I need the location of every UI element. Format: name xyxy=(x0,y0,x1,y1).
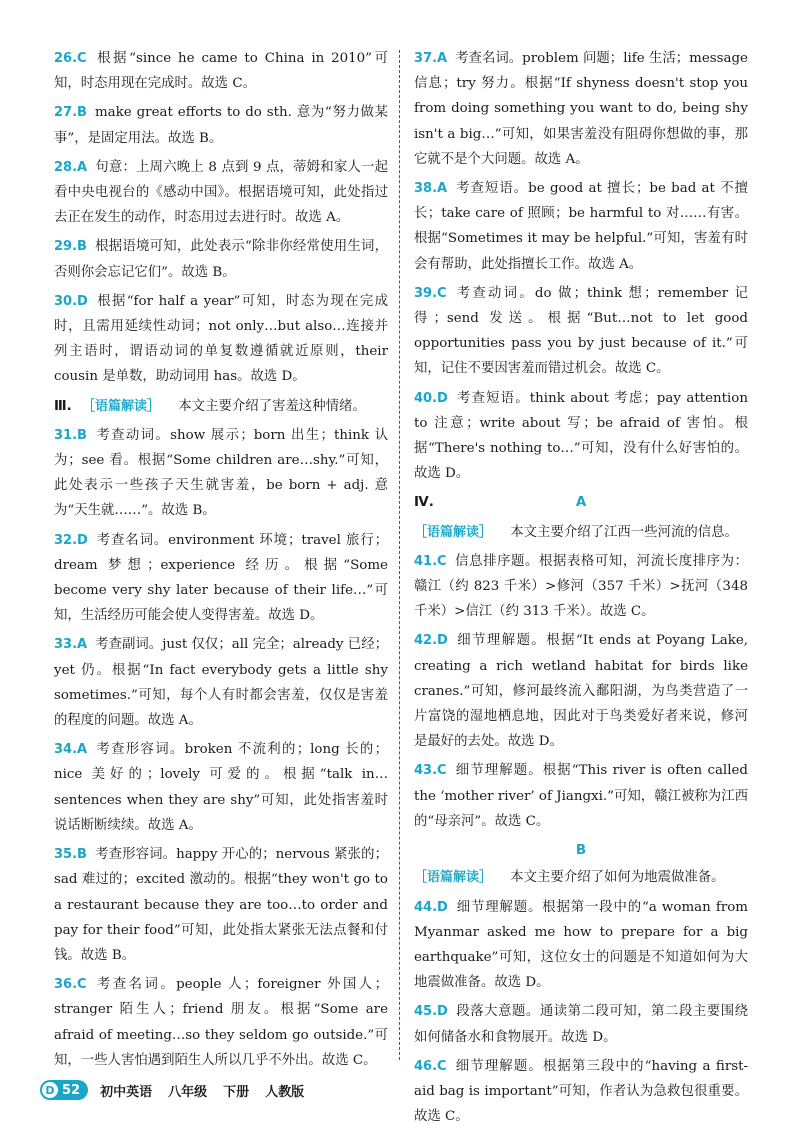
section-3-header xyxy=(54,394,388,419)
answer-number: 26.C xyxy=(54,51,87,66)
answer-explanation: 考查动词。show 展示；born 出生；think 认为；see 看。根据“Some children are…shy.”可知，此处表示一些孩子天生就害羞，be born + adj. 意为“天生就……”。故选 B。 xyxy=(54,427,388,519)
answer-explanation: 考查名词。environment 环境；travel 旅行；dream 梦想；experience 经历。根据“Some become very shy later because of their life…”可知，生活经历可能会使人变得害羞。故选 D。 xyxy=(54,532,388,624)
page-number: 52 xyxy=(62,1082,81,1098)
answer-item xyxy=(54,234,388,284)
answer-explanation: 考查动词。do 做；think 想；remember 记得；send 发送。根据“But…not to let good opportunities pass you by just because of it.”可知，记住不要因害羞而错过机会。故选 C。 xyxy=(414,285,748,377)
section-4-passage xyxy=(414,520,748,545)
answer-item xyxy=(54,155,388,231)
answer-explanation: 考查副词。just 仅仅；all 完全；already 已经；yet 仍。根据“In fact everybody gets a little shy sometimes.”可知，每个人有时都会害羞，仅仅是害羞的程度的问题。故选 A。 xyxy=(54,637,388,729)
answer-number: 33.A xyxy=(54,637,88,653)
answer-number: 37.A xyxy=(414,51,448,66)
answer-item xyxy=(414,628,748,754)
answer-item xyxy=(414,999,748,1049)
answer-item xyxy=(54,632,388,733)
answer-item xyxy=(54,972,388,1073)
answer-item xyxy=(414,758,748,834)
answer-number: 38.A xyxy=(414,181,448,197)
passage-tag: ［语篇解读］ xyxy=(82,398,161,414)
left-column xyxy=(54,46,388,1077)
answer-number: 27.B xyxy=(54,105,87,121)
answer-item xyxy=(414,549,748,625)
answer-item xyxy=(54,528,388,629)
page-footer xyxy=(40,1079,320,1101)
answer-item xyxy=(414,281,748,382)
answer-number: 39.C xyxy=(414,285,447,301)
answer-explanation: 根据“since he came to China in 2010”可知，时态用现在完成时。故选 C。 xyxy=(54,51,388,92)
answer-item xyxy=(54,100,388,150)
answer-item xyxy=(54,423,388,524)
answer-item xyxy=(54,46,388,96)
answer-item xyxy=(414,1054,748,1130)
answer-number: 43.C xyxy=(414,763,447,779)
answer-explanation: 考查短语。think about 考虑；pay attention to 注意；write about 写；be afraid of 害怕。根据“There's nothing to…”可知，没有什么好害怕的。故选 D。 xyxy=(414,390,748,482)
answer-explanation: 考查名词。problem 问题；life 生活；message 信息；try 努力。根据“If shyness doesn't stop you from doing something you want to do, being shy isn't a big…”可知，如果害羞没有阻碍你想做的事，那它就不是个大问题。故选 A。 xyxy=(414,51,748,167)
passage-summary: 本文主要介绍了江西一些河流的信息。 xyxy=(510,524,738,540)
passage-tag: ［语篇解读］ xyxy=(414,870,493,886)
answer-number: 40.D xyxy=(414,390,448,406)
page-number-badge xyxy=(40,1080,88,1100)
answer-item xyxy=(414,176,748,277)
answer-number: 31.B xyxy=(54,427,87,443)
answer-number: 32.D xyxy=(54,532,88,548)
subsection-a-label: A xyxy=(575,495,587,511)
answer-explanation: 段落大意题。通读第二段可知，第二段主要围绕如何储备水和食物展开。故选 D。 xyxy=(414,1004,748,1045)
answer-explanation: 细节理解题。根据“It ends at Poyang Lake, creating a rich wetland habitat for birds like cranes.”可知，修河最终流入鄱阳湖，为鸟类营造了一片富饶的湿地栖息地，因此对于鸟类爱好者来说，修河是最好的去处。故选 D。 xyxy=(414,633,748,750)
answer-explanation: make great efforts to do sth. 意为“努力做某事”，是固定用法。故选 B。 xyxy=(54,105,388,146)
answer-item xyxy=(414,386,748,487)
answer-number: 46.C xyxy=(414,1058,447,1074)
answer-explanation: 句意：上周六晚上 8 点到 9 点，蒂姆和家人一起看中央电视台的《感动中国》。根据语境可知，此处指过去正在发生的动作，时态用过去进行时。故选 A。 xyxy=(54,159,388,226)
answer-item xyxy=(54,289,388,390)
section-4-header xyxy=(414,490,748,515)
grade: 八年级 xyxy=(168,1084,208,1100)
answer-number: 41.C xyxy=(414,553,447,569)
answer-number: 29.B xyxy=(54,239,87,255)
answer-explanation: 考查形容词。broken 不流利的；long 长的；nice 美好的；lovely 可爱的。根据“talk in…sentences when they are shy”可知，此处指害羞时说话断断续续。故选 A。 xyxy=(54,742,388,833)
answer-explanation: 根据“for half a year”可知，时态为现在完成时，且需用延续性动词；not only…but also…连接并列主语时，谓语动词的单复数遵循就近原则，their cousin 是单数，助动词用 has。故选 D。 xyxy=(54,293,388,385)
answer-explanation: 根据语境可知，此处表示“除非你经常使用生词，否则你会忘记它们”。故选 B。 xyxy=(54,239,388,280)
volume: 下册 xyxy=(223,1084,250,1100)
answer-number: 28.A xyxy=(54,159,88,175)
answer-number: 34.A xyxy=(54,742,88,758)
answer-number: 42.D xyxy=(414,633,448,649)
answer-explanation: 信息排序题。根据表格可知，河流长度排序为：赣江（约 823 千米）>修河（357 千米）>抚河（348 千米）>信江（约 313 千米）。故选 C。 xyxy=(414,553,748,620)
answer-number: 36.C xyxy=(54,977,87,993)
answer-explanation: 考查短语。be good at 擅长；be bad at 不擅长；take care of 照顾；be harmful to 对……有害。根据“Sometimes it may be helpful.”可知，害羞有时会有帮助，此处指擅长工作。故选 A。 xyxy=(414,181,748,272)
answer-number: 30.D xyxy=(54,293,88,309)
subsection-b-label: B xyxy=(575,843,587,859)
subject: 初中英语 xyxy=(100,1084,153,1100)
passage-summary: 本文主要介绍了如何为地震做准备。 xyxy=(510,870,725,886)
edition: 人教版 xyxy=(265,1084,305,1100)
book-logo-icon: D xyxy=(42,1082,58,1098)
answer-explanation: 细节理解题。根据“This river is often called the ‘mother river’ of Jiangxi.”可知，赣江被称为江西的“母亲河”。故选 C。 xyxy=(414,763,748,829)
passage-tag: ［语篇解读］ xyxy=(414,524,493,540)
passage-summary: 本文主要介绍了害羞这种情绪。 xyxy=(178,398,366,414)
answer-number: 35.B xyxy=(54,847,87,863)
answer-item xyxy=(414,46,748,172)
section-b-passage xyxy=(414,865,748,890)
answer-number: 44.D xyxy=(414,899,448,915)
answer-explanation: 细节理解题。根据第一段中的“a woman from Myanmar asked me how to prepare for a big earthquake”可知，这位女士的问题是不知道如何为大地震做准备。故选 D。 xyxy=(414,899,748,991)
column-divider xyxy=(399,50,400,1060)
section-label: Ⅲ. xyxy=(54,398,72,414)
answer-item xyxy=(54,737,388,838)
answer-explanation: 考查形容词。happy 开心的；nervous 紧张的；sad 难过的；excited 激动的。根据“they won't go to a restaurant because they are too…to order and pay for their food”可知，此处指太紧张无法点餐和付钱。故选 B。 xyxy=(54,847,388,963)
answer-explanation: 考查名词。people 人；foreigner 外国人；stranger 陌生人；friend 朋友。根据“Some are afraid of meeting…so they seldom go outside.”可知，一些人害怕遇到陌生人所以几乎不外出。故选 C。 xyxy=(54,977,388,1068)
answer-number: 45.D xyxy=(414,1004,448,1020)
right-column xyxy=(414,46,748,1133)
answer-item xyxy=(54,842,388,968)
answer-explanation: 细节理解题。根据第三段中的“having a first-aid bag is important”可知，作者认为急救包很重要。故选 C。 xyxy=(414,1058,748,1125)
answer-item xyxy=(414,895,748,996)
section-label: Ⅳ. xyxy=(414,495,434,511)
